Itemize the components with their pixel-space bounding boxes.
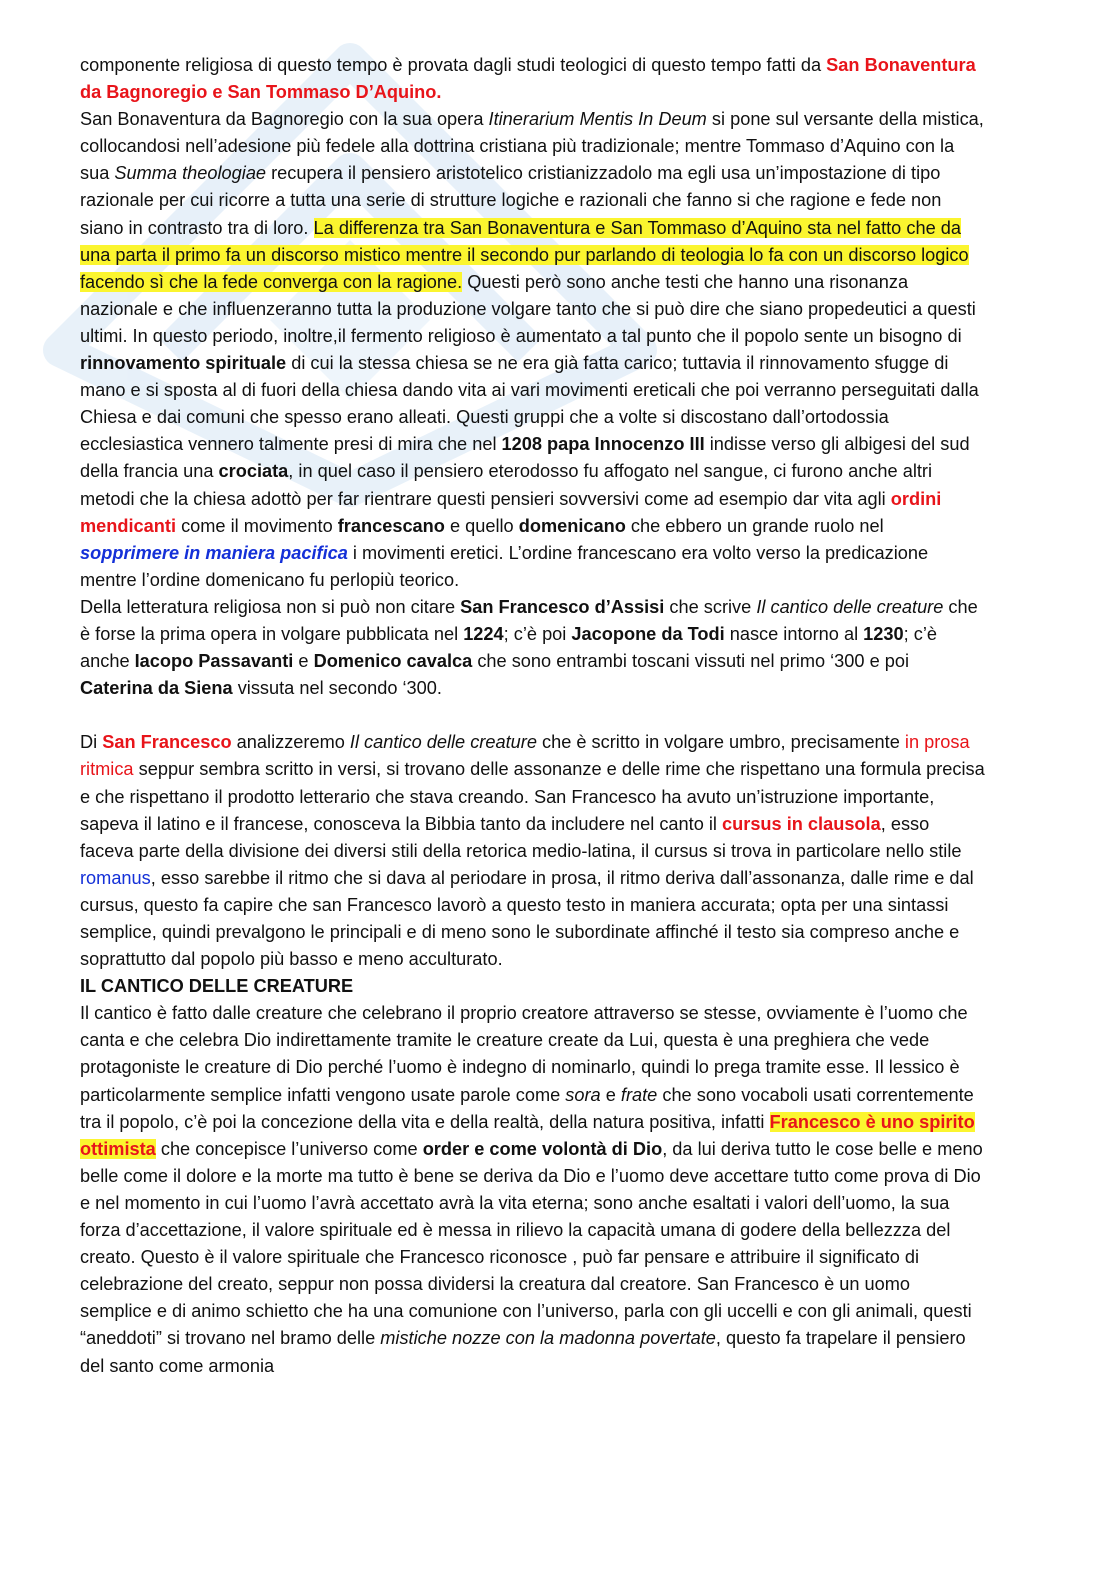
text-span: come il movimento [176, 515, 338, 536]
bold-term: 1208 papa Innocenzo III [501, 434, 705, 455]
paragraph-spacer [80, 702, 985, 729]
text-span: Di [80, 732, 103, 753]
highlighted-red-term: Francesco è uno spirito ottimista [80, 1111, 975, 1159]
work-title-summa: Summa theologiae [114, 163, 267, 184]
highlighted-passage: La differenza tra San Bonaventura e San Tommaso d’Aquino sta nel fatto che da una parta il primo fa un discorso mistico mentre il secondo pur parlando di teologia lo fa con un discorso logico facendo sì che la fede converga con la ragione. [80, 217, 969, 292]
work-title-cantico: Il cantico delle creature [349, 732, 537, 753]
text-span: , esso faceva parte della divisione dei diversi stili della retorica medio-latina, il cursus si trova in particolare nello stile [80, 813, 962, 861]
bold-term: Jacopone da Todi [571, 623, 725, 644]
text-span: che scrive [664, 596, 757, 617]
text-span: si pone sul versante della mistica, collocandosi nell’adesione più fedele alla dottrina cristiana più tradizionale; mentre Tommaso d’Aquino con la sua [80, 109, 984, 184]
text-span: che ebbero un grande ruolo nel [625, 515, 884, 536]
bold-term: crociata [218, 461, 289, 482]
text-span: che sono entrambi toscani vissuti nel primo ‘300 e poi [472, 651, 910, 672]
text-span: seppur sembra scritto in versi, si trovano delle assonanze e delle rime che rispettano una formula precisa e che rispettano il prodotto letterario che stava creando. San Francesco ha avuto un’istruzione importante, sapeva il latino e il francese, conosceva la Bibbia tanto da includere nel canto il [80, 759, 985, 834]
paragraph-san-francesco [80, 729, 985, 973]
text-span: ; c’è anche [80, 623, 937, 672]
work-title-cantico: Il cantico delle creature [756, 596, 944, 617]
text-span: e [293, 651, 314, 672]
bold-term: Iacopo Passavanti [134, 651, 294, 672]
text-span: che concepisce l’universo come [155, 1138, 423, 1159]
paragraph-intro [80, 52, 985, 106]
italic-term: mistiche nozze con la madonna povertate [380, 1328, 716, 1349]
text-span: e [600, 1084, 621, 1105]
text-span: che è forse la prima opera in volgare pubblicata nel [80, 596, 978, 644]
text-span: , esso sarebbe il ritmo che si dava al periodare in prosa, il ritmo deriva dall’assonanza, dalle rime e dal cursus, questo fa capire che san Francesco lavorò a questo testo in maniera accurata; opta per una sintassi semplice, quindi prevalgono le principali e di meno sono le subordinate affinché il testo sia compreso anche e soprattutto dal popolo più basso e meno acculturato. [80, 867, 974, 970]
text-span: indisse verso gli albigesi del sud della francia una [80, 434, 970, 482]
text-span: , da lui deriva tutto le cose belle e meno belle come il dolore e la morte ma tutto è bene se deriva da Dio e l’uomo deve accettare tutto come prova di Dio e nel momento in cui l’uomo l’avrà accettato avrà la vita eterna; sono anche esaltati i valori dell’uomo, la sua forza d’accettazione, il valore spirituale ed è messa in rilievo la capacità umana di godere della bellezzza del creato. Questo è il valore spirituale che Francesco riconosce , può far pensare e attribuire il significato di celebrazione del creato, seppur non possa dividersi la creatura dal creatore. San Francesco è un uomo semplice e di animo schietto che ha una comunione con l’universo, parla con gli uccelli e con gli animali, questi “aneddoti” si trovano nel bramo delle [80, 1138, 983, 1349]
bold-term: Domenico cavalca [313, 651, 473, 672]
bold-term: 1230 [863, 623, 904, 644]
text-span: componente religiosa di questo tempo è provata dagli studi teologici di questo tempo fatti da [80, 55, 827, 75]
bold-term: order e come volontà di Dio [422, 1138, 663, 1159]
work-title-itinerarium: Itinerarium Mentis In Deum [488, 109, 707, 130]
italic-term: sora [565, 1084, 601, 1105]
authors-highlight: San Bonaventura da Bagnoregio e San Tommaso D’Aquino. [80, 55, 976, 103]
text-span: di cui la stessa chiesa se ne era già fatta carico; tuttavia il rinnovamento sfugge di mano e si sposta al di fuori della chiesa dando vita ai vari movimenti ereticali che poi verranno perseguitati dalla Chiesa e dai comuni che spesso erano alleati. Questi gruppi che a volte si discostano dall’ortodossia ecclesiastica vennero talmente presi di mira che nel [80, 353, 979, 455]
text-span: e quello [444, 515, 519, 536]
red-term: cursus in clausola [722, 813, 881, 834]
text-span: che è scritto in volgare umbro, precisamente [536, 732, 905, 753]
text-span: Il cantico è fatto dalle creature che celebrano il proprio creatore attraverso se stesse, ovviamente è l’uomo che canta e che celebra Dio indirettamente tramite le creature create da Lui, questa è una preghiera che vede protagoniste le creature di Dio perché l’uomo è indegno di nominarlo, quindi lo prega tramite esse. Il lessico è particolarmente semplice infatti vengono usate parole come [80, 1003, 968, 1105]
bold-term: San Francesco d’Assisi [460, 596, 665, 617]
document-page [80, 52, 985, 1380]
bold-term: 1224 [463, 623, 504, 644]
red-term: San Francesco [102, 732, 232, 753]
text-span: analizzeremo [231, 732, 350, 753]
text-span: , in quel caso il pensiero eterodosso fu affogato nel sangue, ci furono anche altri metodi che la chiesa adottò per far rientrare questi pensieri sovversivi come ad esempio dar vita agli [80, 461, 933, 509]
bold-term: Caterina da Siena [80, 678, 233, 699]
text-span: recupera il pensiero aristotelico cristianizzadolo ma egli usa un’impostazione di tipo razionale per cui ricorre a tutta una serie di strutture logiche e razionali che fanno si che ragione e fede non siano in contrasto tra di loro. [80, 163, 942, 238]
italic-term: frate [620, 1084, 658, 1105]
text-span: ; c’è poi [503, 623, 572, 644]
text-span: vissuta nel secondo ‘300. [232, 678, 442, 699]
section-heading: IL CANTICO DELLE CREATURE [80, 976, 354, 997]
bold-term: rinnovamento spirituale [80, 353, 287, 374]
blue-term: sopprimere in maniera pacifica [80, 542, 348, 563]
blue-term: romanus [80, 867, 151, 888]
text-span: i movimenti eretici. L’ordine francescano era volto verso la predicazione mentre l’ordine domenicano fu perlopiù teorico. [80, 542, 929, 590]
text-span: che sono vocaboli usati correntemente tra il popolo, c’è poi la concezione della vita e della realtà, della natura positiva, infatti [80, 1084, 974, 1132]
text-span: , questo fa trapelare il pensiero del santo come armonia [80, 1328, 966, 1376]
text-span: nasce intorno al [724, 623, 864, 644]
paragraph-letteratura-religiosa [80, 594, 985, 702]
red-term: in prosa ritmica [80, 732, 970, 780]
paragraph-cantico [80, 1000, 985, 1379]
text-span: Questi però sono anche testi che hanno una risonanza nazionale e che influenzeranno tutta la produzione volgare tanto che si può dire che siano propedeutici a questi ultimi. In questo periodo, inoltre,il fermento religioso è aumentato a tal punto che il popolo sente un bisogno di [80, 271, 976, 346]
text-span: San Bonaventura da Bagnoregio con la sua opera [80, 109, 489, 130]
red-term: ordini mendicanti [80, 488, 942, 536]
bold-term: francescano [337, 515, 445, 536]
bold-term: domenicano [518, 515, 626, 536]
paragraph-bonaventura-tommaso [80, 106, 985, 594]
text-span: Della letteratura religiosa non si può non citare [80, 596, 461, 617]
